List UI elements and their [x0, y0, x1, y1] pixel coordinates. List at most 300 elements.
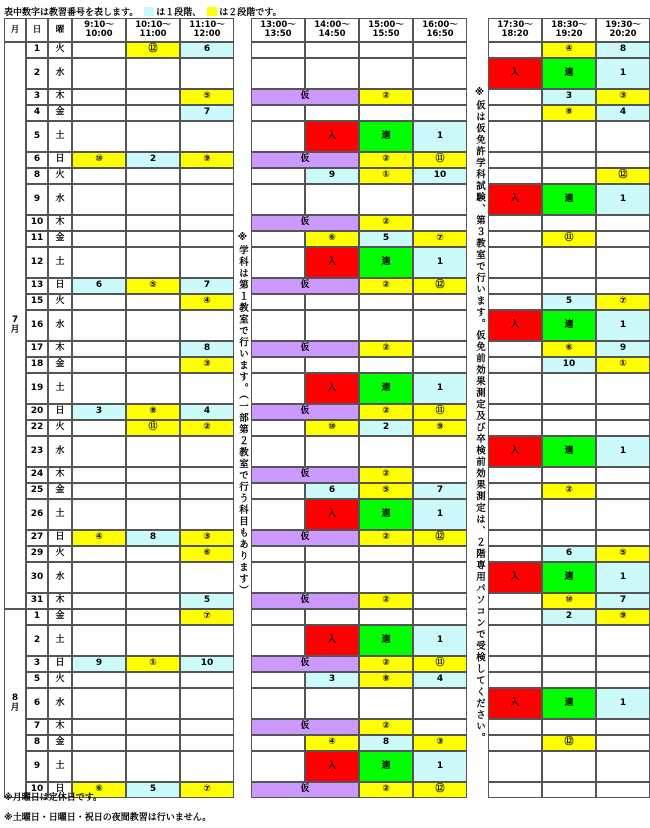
schedule-cell: ⑧	[359, 672, 413, 688]
schedule-cell	[72, 420, 126, 436]
schedule-cell	[251, 420, 305, 436]
day-cell: 29	[26, 546, 48, 562]
footer-note: ※月曜日は定休日です。	[4, 793, 103, 803]
day-cell: 17	[26, 341, 48, 357]
weekday-cell: 木	[48, 467, 72, 483]
schedule-cell: 適	[359, 121, 413, 152]
day-cell: 11	[26, 231, 48, 247]
schedule-cell	[596, 420, 650, 436]
schedule-cell	[359, 546, 413, 562]
schedule-cell	[542, 247, 596, 278]
schedule-cell	[126, 294, 180, 310]
schedule-cell	[596, 152, 650, 168]
schedule-cell: 仮	[251, 656, 359, 672]
schedule-cell	[488, 105, 542, 121]
schedule-cell	[180, 215, 234, 231]
schedule-cell	[251, 672, 305, 688]
day-cell: 6	[26, 152, 48, 168]
weekday-cell: 火	[48, 168, 72, 184]
schedule-cell	[72, 688, 126, 719]
schedule-cell	[359, 688, 413, 719]
schedule-cell	[413, 58, 467, 89]
schedule-cell	[72, 247, 126, 278]
schedule-cell	[596, 231, 650, 247]
schedule-cell	[305, 310, 359, 341]
schedule-cell	[72, 105, 126, 121]
day-cell: 5	[26, 672, 48, 688]
schedule-cell: ⑫	[542, 735, 596, 751]
schedule-cell	[180, 467, 234, 483]
day-cell: 19	[26, 373, 48, 404]
schedule-cell: ⑫	[126, 42, 180, 58]
schedule-cell: 入	[305, 751, 359, 782]
schedule-cell	[72, 231, 126, 247]
column-header: 14:00～ 14:50	[305, 18, 359, 42]
schedule-cell	[72, 672, 126, 688]
schedule-cell: 適	[542, 688, 596, 719]
schedule-cell	[596, 121, 650, 152]
legend-stage1-text: は１段階、	[156, 8, 202, 18]
schedule-cell: ⑩	[305, 420, 359, 436]
column-header: 曜	[48, 18, 72, 42]
schedule-cell: 1	[413, 625, 467, 656]
schedule-cell	[359, 184, 413, 215]
schedule-cell	[596, 672, 650, 688]
schedule-cell	[305, 105, 359, 121]
day-cell: 15	[26, 294, 48, 310]
schedule-cell	[596, 373, 650, 404]
weekday-cell: 火	[48, 294, 72, 310]
schedule-cell: ②	[359, 89, 413, 105]
schedule-cell	[251, 499, 305, 530]
schedule-cell: 入	[488, 58, 542, 89]
schedule-cell	[180, 247, 234, 278]
schedule-cell: ②	[359, 341, 413, 357]
schedule-cell: 3	[542, 89, 596, 105]
schedule-cell: ⑪	[413, 404, 467, 420]
schedule-cell	[251, 247, 305, 278]
schedule-cell: 9	[72, 656, 126, 672]
schedule-cell	[359, 42, 413, 58]
schedule-cell	[180, 436, 234, 467]
schedule-cell: 5	[126, 782, 180, 798]
schedule-cell	[488, 672, 542, 688]
day-cell: 9	[26, 184, 48, 215]
schedule-cell	[180, 672, 234, 688]
schedule-cell: ②	[542, 483, 596, 499]
column-header: 17:30～ 18:20	[488, 18, 542, 42]
schedule-cell: ②	[359, 404, 413, 420]
schedule-cell	[413, 593, 467, 609]
schedule-cell	[488, 278, 542, 294]
schedule-cell	[305, 546, 359, 562]
schedule-cell	[596, 278, 650, 294]
schedule-cell	[251, 735, 305, 751]
day-cell: 26	[26, 499, 48, 530]
schedule-cell	[488, 373, 542, 404]
column-header: 10:10～ 11:00	[126, 18, 180, 42]
weekday-cell: 日	[48, 278, 72, 294]
schedule-cell: ①	[359, 168, 413, 184]
weekday-cell: 火	[48, 546, 72, 562]
schedule-cell: ④	[72, 530, 126, 546]
schedule-cell	[72, 735, 126, 751]
schedule-cell	[488, 294, 542, 310]
schedule-cell	[305, 184, 359, 215]
schedule-cell: 1	[413, 121, 467, 152]
schedule-cell	[488, 215, 542, 231]
month-label: 8 月	[4, 609, 26, 798]
schedule-cell: 8	[359, 735, 413, 751]
schedule-cell	[72, 546, 126, 562]
schedule-cell: ⑫	[413, 530, 467, 546]
day-cell: 5	[26, 121, 48, 152]
schedule-cell	[126, 215, 180, 231]
schedule-cell: 7	[413, 483, 467, 499]
schedule-cell: 1	[596, 184, 650, 215]
schedule-cell	[72, 483, 126, 499]
schedule-cell	[542, 719, 596, 735]
day-cell: 10	[26, 782, 48, 798]
legend-text: 表中数字は教習番号を表します。	[4, 8, 139, 18]
schedule-cell	[126, 499, 180, 530]
schedule-cell	[596, 499, 650, 530]
schedule-cell	[126, 688, 180, 719]
schedule-cell: ①	[596, 357, 650, 373]
schedule-cell	[488, 42, 542, 58]
schedule-cell	[542, 467, 596, 483]
schedule-cell	[251, 168, 305, 184]
schedule-cell	[126, 625, 180, 656]
schedule-cell	[359, 294, 413, 310]
schedule-cell: ②	[180, 420, 234, 436]
schedule-cell	[126, 719, 180, 735]
column-header: 9:10～ 10:00	[72, 18, 126, 42]
schedule-cell	[542, 404, 596, 420]
schedule-cell: ②	[359, 782, 413, 798]
schedule-cell	[305, 562, 359, 593]
schedule-cell	[126, 436, 180, 467]
day-cell: 20	[26, 404, 48, 420]
schedule-cell: ⑤	[126, 278, 180, 294]
column-header: 13:00～ 13:50	[251, 18, 305, 42]
schedule-cell	[488, 593, 542, 609]
schedule-cell	[251, 609, 305, 625]
day-cell: 18	[26, 357, 48, 373]
schedule-cell	[413, 294, 467, 310]
schedule-cell	[72, 467, 126, 483]
schedule-cell	[413, 546, 467, 562]
schedule-cell: 適	[542, 562, 596, 593]
weekday-cell: 水	[48, 184, 72, 215]
schedule-cell: ④	[542, 42, 596, 58]
schedule-cell	[542, 168, 596, 184]
schedule-cell: 3	[72, 404, 126, 420]
schedule-cell	[251, 483, 305, 499]
schedule-cell	[126, 751, 180, 782]
schedule-cell: ⑫	[413, 278, 467, 294]
schedule-cell: ⑩	[72, 152, 126, 168]
schedule-cell: 仮	[251, 278, 359, 294]
schedule-cell: 仮	[251, 782, 359, 798]
schedule-cell	[305, 294, 359, 310]
schedule-cell: 仮	[251, 719, 359, 735]
weekday-cell: 土	[48, 373, 72, 404]
schedule-cell: ⑫	[413, 782, 467, 798]
schedule-cell	[72, 294, 126, 310]
schedule-cell	[413, 341, 467, 357]
schedule-cell	[126, 373, 180, 404]
schedule-cell	[251, 42, 305, 58]
schedule-cell: ⑥	[305, 231, 359, 247]
day-cell: 12	[26, 247, 48, 278]
schedule-cell	[488, 625, 542, 656]
schedule-cell	[359, 105, 413, 121]
schedule-cell	[126, 89, 180, 105]
schedule-cell: 適	[359, 751, 413, 782]
schedule-cell	[126, 310, 180, 341]
legend-stage2-text: は２段階です。	[219, 8, 282, 18]
column-header: 月	[4, 18, 26, 42]
schedule-cell: ⑫	[596, 168, 650, 184]
schedule-cell: 7	[596, 593, 650, 609]
schedule-cell: ⑪	[126, 420, 180, 436]
column-header: 日	[26, 18, 48, 42]
schedule-cell	[359, 310, 413, 341]
schedule-cell	[180, 562, 234, 593]
schedule-cell	[413, 105, 467, 121]
schedule-cell	[72, 436, 126, 467]
schedule-cell	[72, 341, 126, 357]
schedule-cell	[359, 609, 413, 625]
schedule-cell	[413, 562, 467, 593]
schedule-cell	[126, 483, 180, 499]
schedule-cell	[542, 278, 596, 294]
schedule-cell: 仮	[251, 593, 359, 609]
schedule-cell	[180, 499, 234, 530]
weekday-cell: 木	[48, 89, 72, 105]
schedule-cell	[596, 483, 650, 499]
schedule-cell	[359, 58, 413, 89]
schedule-cell	[542, 625, 596, 656]
schedule-cell: ⑤	[359, 483, 413, 499]
schedule-cell: ⑨	[413, 420, 467, 436]
weekday-cell: 土	[48, 751, 72, 782]
schedule-cell: 5	[542, 294, 596, 310]
schedule-cell: 3	[305, 672, 359, 688]
schedule-cell: 適	[359, 247, 413, 278]
schedule-cell	[126, 562, 180, 593]
schedule-cell	[488, 609, 542, 625]
schedule-cell	[72, 751, 126, 782]
weekday-cell: 日	[48, 404, 72, 420]
schedule-cell	[251, 751, 305, 782]
schedule-cell	[72, 609, 126, 625]
schedule-cell: 入	[305, 247, 359, 278]
schedule-cell	[251, 105, 305, 121]
schedule-cell	[413, 609, 467, 625]
schedule-cell: 1	[413, 751, 467, 782]
schedule-cell	[596, 719, 650, 735]
schedule-cell	[488, 420, 542, 436]
exam-note: ※仮は仮免許学科試験、第３教室で行います。仮免前効果測定及び卒検前効果測定は、２階専用パソコンで受検してください。	[474, 87, 485, 744]
day-cell: 8	[26, 168, 48, 184]
schedule-cell	[251, 294, 305, 310]
weekday-cell: 水	[48, 58, 72, 89]
schedule-cell: ⑥	[180, 546, 234, 562]
schedule-cell: ②	[359, 152, 413, 168]
schedule-cell	[596, 530, 650, 546]
schedule-cell	[413, 357, 467, 373]
schedule-cell: 入	[305, 625, 359, 656]
schedule-cell	[251, 546, 305, 562]
schedule-cell: ⑦	[413, 231, 467, 247]
schedule-cell	[413, 215, 467, 231]
schedule-cell: 仮	[251, 89, 359, 105]
weekday-cell: 火	[48, 672, 72, 688]
weekday-cell: 土	[48, 625, 72, 656]
schedule-cell	[305, 58, 359, 89]
schedule-cell	[542, 499, 596, 530]
schedule-cell	[72, 310, 126, 341]
schedule-cell	[596, 782, 650, 798]
schedule-cell: ⑦	[180, 609, 234, 625]
schedule-cell	[180, 184, 234, 215]
day-cell: 3	[26, 656, 48, 672]
schedule-cell: ⑪	[413, 656, 467, 672]
schedule-cell	[542, 751, 596, 782]
schedule-cell	[72, 562, 126, 593]
weekday-cell: 日	[48, 152, 72, 168]
schedule-cell	[180, 373, 234, 404]
schedule-cell: 4	[596, 105, 650, 121]
schedule-cell	[72, 593, 126, 609]
schedule-cell	[251, 58, 305, 89]
schedule-cell	[488, 152, 542, 168]
day-cell: 31	[26, 593, 48, 609]
day-cell: 1	[26, 609, 48, 625]
schedule-cell	[126, 546, 180, 562]
weekday-cell: 金	[48, 483, 72, 499]
schedule-cell: ⑧	[542, 105, 596, 121]
schedule-cell: ②	[359, 719, 413, 735]
schedule-cell: 1	[413, 247, 467, 278]
column-header: 19:30～ 20:20	[596, 18, 650, 42]
schedule-cell	[488, 735, 542, 751]
weekday-cell: 金	[48, 609, 72, 625]
schedule-cell: ④	[305, 735, 359, 751]
schedule-cell	[413, 719, 467, 735]
schedule-cell	[305, 609, 359, 625]
schedule-cell	[359, 436, 413, 467]
schedule-cell: 2	[126, 152, 180, 168]
schedule-cell	[180, 625, 234, 656]
weekday-cell: 金	[48, 105, 72, 121]
schedule-cell	[413, 310, 467, 341]
day-cell: 27	[26, 530, 48, 546]
schedule-cell: 適	[542, 436, 596, 467]
schedule-cell	[542, 152, 596, 168]
schedule-cell: ③	[596, 89, 650, 105]
schedule-cell	[126, 168, 180, 184]
schedule-cell: 入	[305, 121, 359, 152]
schedule-cell	[180, 121, 234, 152]
schedule-cell: 6	[542, 546, 596, 562]
schedule-cell	[126, 341, 180, 357]
schedule-cell: 仮	[251, 404, 359, 420]
schedule-cell	[72, 373, 126, 404]
weekday-cell: 木	[48, 215, 72, 231]
weekday-cell: 土	[48, 499, 72, 530]
schedule-cell	[413, 436, 467, 467]
schedule-cell: 4	[180, 404, 234, 420]
schedule-cell: 2	[359, 420, 413, 436]
schedule-cell	[488, 404, 542, 420]
schedule-cell: 適	[542, 310, 596, 341]
schedule-cell	[72, 184, 126, 215]
schedule-cell	[488, 121, 542, 152]
footer-note: ※土曜日・日曜日・祝日の夜間教習は行いません。	[4, 813, 212, 823]
schedule-cell: ③	[413, 735, 467, 751]
schedule-cell	[72, 121, 126, 152]
column-header: 11:10～ 12:00	[180, 18, 234, 42]
schedule-cell: ②	[359, 467, 413, 483]
day-cell: 22	[26, 420, 48, 436]
weekday-cell: 木	[48, 719, 72, 735]
schedule-cell: ②	[359, 593, 413, 609]
day-cell: 24	[26, 467, 48, 483]
schedule-cell: 7	[180, 278, 234, 294]
schedule-cell	[359, 562, 413, 593]
schedule-cell: 10	[413, 168, 467, 184]
schedule-cell: 1	[596, 310, 650, 341]
schedule-cell	[251, 310, 305, 341]
schedule-cell: ③	[180, 357, 234, 373]
schedule-cell: ⑨	[596, 609, 650, 625]
schedule-cell	[488, 341, 542, 357]
month-label: 7 月	[4, 42, 26, 609]
schedule-cell	[72, 357, 126, 373]
schedule-cell	[72, 168, 126, 184]
schedule-cell	[542, 121, 596, 152]
schedule-cell	[251, 436, 305, 467]
schedule-cell	[126, 121, 180, 152]
day-cell: 8	[26, 735, 48, 751]
schedule-cell: 入	[488, 436, 542, 467]
schedule-cell	[126, 672, 180, 688]
schedule-cell: 適	[359, 499, 413, 530]
schedule-cell	[126, 231, 180, 247]
schedule-cell: 入	[305, 499, 359, 530]
schedule-cell: ④	[180, 294, 234, 310]
schedule-cell: ⑤	[596, 546, 650, 562]
schedule-cell	[126, 735, 180, 751]
schedule-cell	[180, 168, 234, 184]
schedule-cell	[305, 436, 359, 467]
weekday-cell: 水	[48, 310, 72, 341]
column-header: 16:00～ 16:50	[413, 18, 467, 42]
schedule-cell: 適	[359, 373, 413, 404]
schedule-cell	[542, 373, 596, 404]
schedule-cell	[596, 735, 650, 751]
schedule-cell	[596, 656, 650, 672]
schedule-cell	[72, 42, 126, 58]
schedule-cell: 9	[305, 168, 359, 184]
schedule-cell	[180, 58, 234, 89]
day-cell: 23	[26, 436, 48, 467]
weekday-cell: 火	[48, 420, 72, 436]
schedule-cell: 7	[180, 105, 234, 121]
